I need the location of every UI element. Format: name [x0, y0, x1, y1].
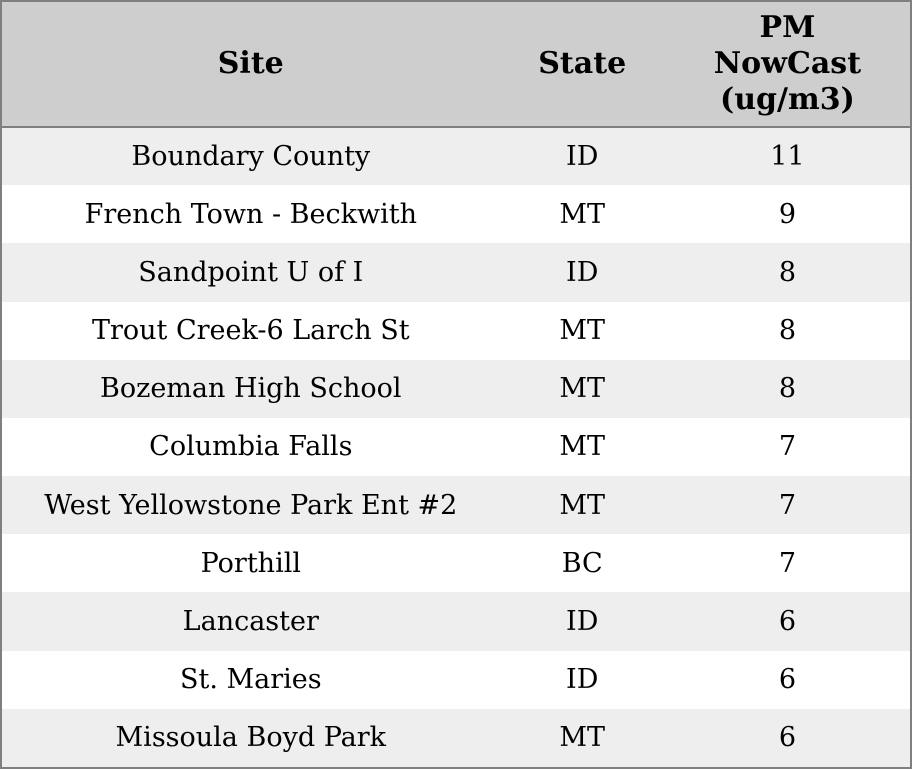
column-header-pm-nowcast-label: PM NowCast (ug/m3) — [713, 10, 862, 117]
site-cell: French Town - Beckwith — [84, 198, 417, 230]
state-cell: MT — [559, 489, 606, 521]
state-cell: MT — [559, 315, 606, 347]
site-cell: West Yellowstone Park Ent #2 — [44, 489, 458, 521]
state-cell: ID — [566, 141, 599, 173]
table-row — [2, 185, 910, 243]
column-header-site — [2, 2, 500, 127]
state-cell: MT — [559, 431, 606, 463]
column-header-state — [500, 2, 665, 127]
site-cell: Sandpoint U of I — [138, 256, 364, 288]
site-cell: Bozeman High School — [100, 373, 402, 405]
table-row — [2, 476, 910, 534]
header-row — [2, 2, 910, 127]
pm-value-cell: 11 — [770, 141, 805, 173]
pm-value-cell: 8 — [778, 256, 796, 288]
site-cell: Boundary County — [131, 141, 371, 173]
column-header-pm-nowcast — [665, 2, 910, 127]
pm-value-cell: 8 — [778, 373, 796, 405]
state-cell: MT — [559, 198, 606, 230]
table-row — [2, 127, 910, 185]
pm-value-cell: 6 — [778, 722, 796, 754]
table-header — [2, 2, 910, 127]
table-row — [2, 360, 910, 418]
pm-value-cell: 6 — [778, 664, 796, 696]
pm-nowcast-table — [2, 2, 910, 767]
table-row — [2, 418, 910, 476]
pm-value-cell: 9 — [778, 198, 796, 230]
state-cell: MT — [559, 722, 606, 754]
column-header-site-label: Site — [217, 46, 284, 81]
site-cell: Lancaster — [182, 605, 319, 637]
table-row — [2, 651, 910, 709]
pm-value-cell: 7 — [778, 489, 796, 521]
state-cell: ID — [566, 664, 599, 696]
table-row — [2, 243, 910, 301]
pm-value-cell: 6 — [778, 605, 796, 637]
table-row — [2, 592, 910, 650]
state-cell: ID — [566, 256, 599, 288]
table-row — [2, 302, 910, 360]
state-cell: MT — [559, 373, 606, 405]
state-cell: BC — [561, 547, 603, 579]
pm-value-cell: 8 — [778, 315, 796, 347]
site-cell: Columbia Falls — [149, 431, 353, 463]
table-row — [2, 534, 910, 592]
column-header-state-label: State — [538, 46, 627, 81]
site-cell: Porthill — [200, 547, 301, 579]
table-body — [2, 127, 910, 767]
site-cell: St. Maries — [179, 664, 322, 696]
pm-value-cell: 7 — [778, 431, 796, 463]
state-cell: ID — [566, 605, 599, 637]
table-row — [2, 709, 910, 767]
site-cell: Trout Creek-6 Larch St — [91, 315, 410, 347]
site-cell: Missoula Boyd Park — [115, 722, 387, 754]
pm-value-cell: 7 — [778, 547, 796, 579]
